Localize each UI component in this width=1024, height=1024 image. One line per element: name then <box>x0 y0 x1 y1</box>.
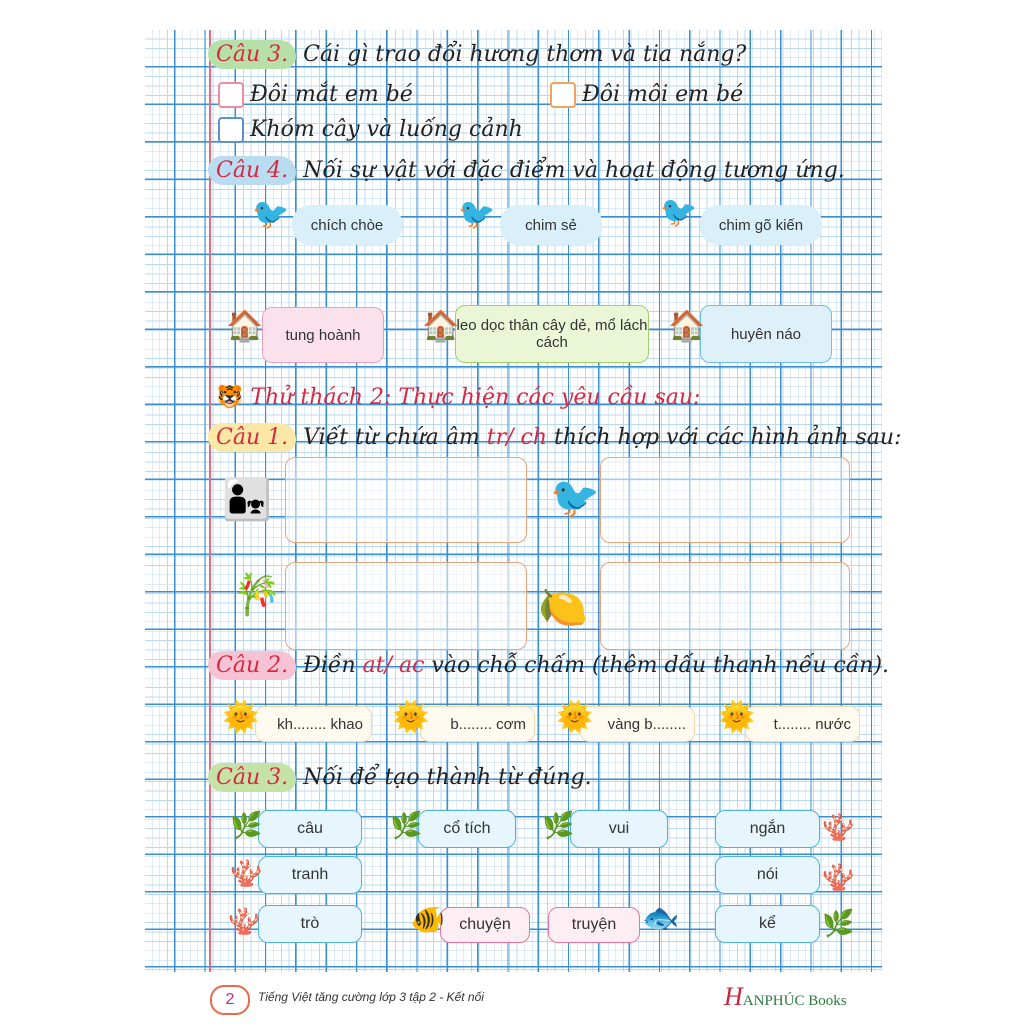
answer-box[interactable] <box>285 562 527 650</box>
option-1[interactable]: Đôi mắt em bé <box>218 82 413 108</box>
coral-icon: 🪸 <box>822 812 855 842</box>
page-number: 2 <box>210 985 250 1015</box>
match-right[interactable]: kể <box>715 905 820 943</box>
match-pink[interactable]: chuyện <box>440 907 530 943</box>
answer-box[interactable] <box>600 562 850 650</box>
woodpecker-icon: 🐦 <box>660 196 698 229</box>
c1-heading: Câu 1. Viết từ chứa âm tr/ ch thích hợp với các hình ảnh sau: <box>208 425 901 450</box>
match-mid[interactable]: cổ tích <box>418 810 516 848</box>
match-left[interactable]: trò <box>258 905 362 943</box>
c2-heading: Câu 2. Điền at/ ac vào chỗ chấm (thêm dấu thanh nếu cần). <box>208 653 889 678</box>
fish-icon: 🐟 <box>642 902 680 935</box>
plant-icon: 🌿 <box>230 810 263 840</box>
sun-icon: 🌞 <box>718 701 756 734</box>
fill-item[interactable]: kh........ khao <box>255 706 372 742</box>
bird-label[interactable]: chim gõ kiến <box>700 205 822 245</box>
publisher-logo: HANPHÚC Books <box>724 982 847 1011</box>
bird-icon: 🐦 <box>550 476 600 520</box>
family-icon: 👨‍👧 <box>222 478 272 522</box>
question-3-heading: Câu 3. Cái gì trao đổi hương thơm và tia nắng? <box>208 42 746 67</box>
match-left[interactable]: câu <box>258 810 362 848</box>
bird-label[interactable]: chích chòe <box>292 205 402 245</box>
match-right[interactable]: nói <box>715 856 820 894</box>
coral-icon: 🪸 <box>822 862 855 892</box>
sun-icon: 🌞 <box>392 701 430 734</box>
fish-icon: 🐠 <box>410 904 445 935</box>
match-left[interactable]: tranh <box>258 856 362 894</box>
c3-heading: Câu 3. Nối để tạo thành từ đúng. <box>208 765 592 790</box>
coral-icon: 🪸 <box>228 906 261 936</box>
plant-icon: 🌿 <box>822 908 855 938</box>
option-2[interactable]: Đôi môi em bé <box>550 82 743 108</box>
plant-icon: 🌿 <box>542 810 575 840</box>
checkbox[interactable] <box>218 117 244 143</box>
lime-icon: 🍋 <box>538 586 588 630</box>
fill-item[interactable]: vàng b........ <box>580 706 695 742</box>
birdhouse-icon: 🏠 <box>422 310 460 343</box>
option-3[interactable]: Khóm cây và luống cảnh <box>218 117 523 143</box>
answer-box[interactable] <box>600 457 850 543</box>
plant-icon: 🌿 <box>390 810 423 840</box>
match-right[interactable]: ngắn <box>715 810 820 848</box>
bird-icon: 🐦 <box>252 198 290 231</box>
tiger-icon: 🐯 <box>216 385 244 410</box>
checkbox[interactable] <box>550 82 576 108</box>
sun-icon: 🌞 <box>556 701 594 734</box>
birdhouse-icon: 🏠 <box>226 310 264 343</box>
birdhouse-icon: 🏠 <box>668 310 706 343</box>
trait-label[interactable]: tung hoành <box>262 307 384 363</box>
challenge-title: 🐯 Thử thách 2: Thực hiện các yêu cầu sau: <box>216 385 701 410</box>
match-pink[interactable]: truyện <box>548 907 640 943</box>
sparrow-icon: 🐦 <box>458 198 496 231</box>
answer-box[interactable] <box>285 457 527 543</box>
coral-icon: 🪸 <box>230 858 263 888</box>
question-4-heading: Câu 4. Nối sự vật với đặc điểm và hoạt động tương ứng. <box>208 158 845 183</box>
bamboo-icon: 🎋 <box>232 573 282 617</box>
trait-label[interactable]: huyên náo <box>700 305 832 363</box>
checkbox[interactable] <box>218 82 244 108</box>
match-mid[interactable]: vui <box>570 810 668 848</box>
fill-item[interactable]: b........ cơm <box>420 706 535 742</box>
fill-item[interactable]: t........ nước <box>745 706 860 742</box>
sun-icon: 🌞 <box>222 701 260 734</box>
book-title: Tiếng Việt tăng cường lớp 3 tập 2 - Kết nối <box>258 990 484 1004</box>
bird-label[interactable]: chim sẻ <box>500 205 602 245</box>
trait-label[interactable]: leo dọc thân cây dẻ, mổ lách cách <box>455 305 649 363</box>
